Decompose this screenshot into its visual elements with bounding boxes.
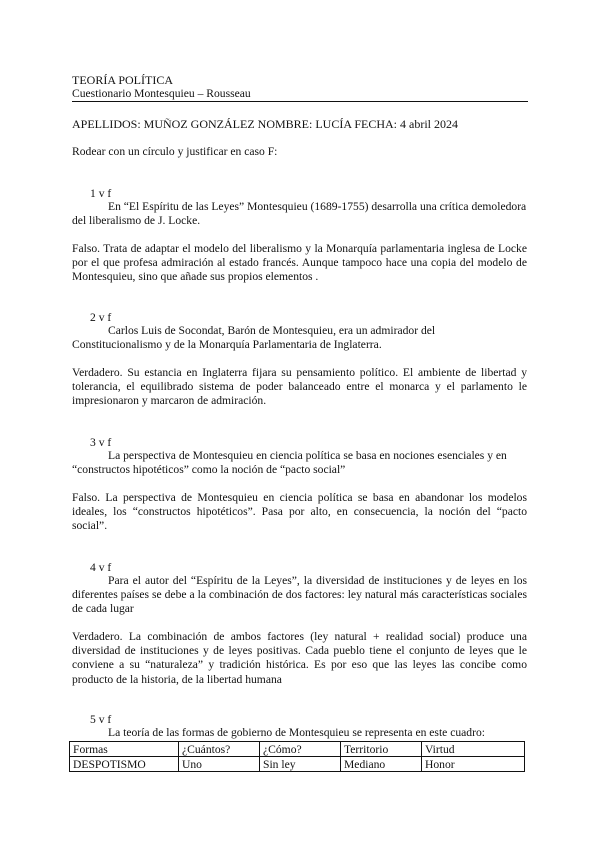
table-header-cell: Virtud bbox=[422, 742, 525, 757]
table-cell: DESPOTISMO bbox=[70, 757, 179, 772]
question-1-label: 1 v f bbox=[90, 187, 112, 200]
table-header-row bbox=[70, 742, 525, 757]
table-row bbox=[70, 757, 525, 772]
table-cell: Sin ley bbox=[260, 757, 341, 772]
question-3-statement: La perspectiva de Montesquieu en ciencia política se basa en nociones esenciales y en “constructos hipotéticos” como la noción de “pacto social” bbox=[72, 449, 507, 477]
forms-of-government-table bbox=[69, 741, 525, 772]
table-header-cell: ¿Cuántos? bbox=[179, 742, 260, 757]
table-cell: Honor bbox=[422, 757, 525, 772]
question-3-label: 3 v f bbox=[90, 436, 112, 449]
question-3-answer: Falso. La perspectiva de Montesquieu en ciencia política se basa en abandonar los modelos ideales, los “constructos hipotéticos”. Pasa por alto, en consecuencia, la noción del “pacto social”. bbox=[72, 491, 527, 533]
header-rule bbox=[72, 101, 528, 102]
student-info-line: APELLIDOS: MUÑOZ GONZÁLEZ NOMBRE: LUCÍA FECHA: 4 abril 2024 bbox=[72, 117, 458, 131]
question-5-statement: La teoría de las formas de gobierno de Montesquieu se representa en este cuadro: bbox=[108, 726, 485, 739]
instruction-text: Rodear con un círculo y justificar en caso F: bbox=[72, 145, 278, 158]
question-1-answer: Falso. Trata de adaptar el modelo del liberalismo y la Monarquía parlamentaria inglesa de Locke por el que profesa admiración al estado francés. Aunque tampoco hace una copia del modelo de Montesquieu, sino que añade sus propios elementos . bbox=[72, 242, 527, 284]
question-4-label: 4 v f bbox=[90, 561, 112, 574]
table-header-cell: ¿Cómo? bbox=[260, 742, 341, 757]
question-2-answer: Verdadero. Su estancia en Inglaterra fijara su pensamiento político. El ambiente de libertad y tolerancia, el equilibrado sistema de poder balanceado entre el monarca y el parlamento le impresionaron y marcaron de admiración. bbox=[72, 366, 527, 408]
table-header-cell: Territorio bbox=[341, 742, 422, 757]
question-2-label: 2 v f bbox=[90, 311, 112, 324]
question-5-label: 5 v f bbox=[90, 713, 112, 726]
question-1-statement: En “El Espíritu de las Leyes” Montesquieu (1689-1755) desarrolla una crítica demoledora del liberalismo de J. Locke. bbox=[72, 200, 527, 228]
document-title: TEORÍA POLÍTICA bbox=[72, 73, 173, 87]
table-cell: Mediano bbox=[341, 757, 422, 772]
question-4-answer: Verdadero. La combinación de ambos factores (ley natural + realidad social) produce una diversidad de instituciones y de leyes positivas. Cada pueblo tiene el conjunto de leyes que le conviene a su “naturaleza” y tradición histórica. Es por eso que las leyes las concibe como producto de la historia, de la libertad humana bbox=[72, 630, 527, 686]
table-cell: Uno bbox=[179, 757, 260, 772]
question-4-statement: Para el autor del “Espíritu de la Leyes”, la diversidad de instituciones y de leyes en los diferentes países se debe a la combinación de dos factores: ley natural más características sociales de cada lugar bbox=[72, 574, 527, 616]
table-header-cell: Formas bbox=[70, 742, 179, 757]
document-subtitle: Cuestionario Montesquieu – Rousseau bbox=[72, 87, 251, 100]
question-2-statement: Carlos Luis de Socondat, Barón de Montesquieu, era un admirador del Constitucionalismo y de la Monarquía Parlamentaria de Inglaterra. bbox=[72, 324, 436, 352]
